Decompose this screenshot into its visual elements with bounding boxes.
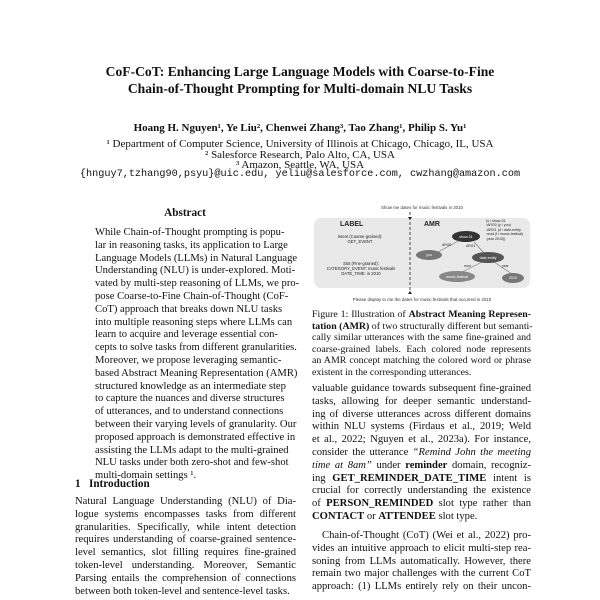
title-line-2: Chain-of-Thought Prompting for Multi-domain NLU Tasks [127, 81, 473, 96]
slot-category: CATEGORY_EVENT: music festivals [326, 266, 396, 271]
text-line: based Abstract Meaning Representation (AMR) [95, 367, 298, 379]
text-line: cepts to solve tasks from different granularities. [95, 342, 297, 354]
text-line [312, 409, 531, 422]
text-line: pose Coarse-to-Fine Chain-of-Thought (CoF- [95, 290, 289, 302]
amr-line: :year 2010)) [486, 236, 506, 241]
amr-line: :mod (f / music-festival) [486, 232, 524, 237]
label-heading: LABEL [340, 221, 364, 228]
text-line: While Chain-of-Thought prompting is popu- [95, 227, 285, 238]
text-segment: slot type rather than [433, 498, 531, 510]
text-segment: an AMR concept matching the colored word or phrase [312, 355, 531, 367]
text-segment: coarse-grained labels. Each colored node represents [312, 343, 531, 355]
slot-label-text: Slot (Fine-grained): [343, 261, 379, 266]
amr-text [486, 219, 523, 241]
text-line: learn to acquire and leverage essential con- [95, 329, 278, 341]
amr-node-date-entity: date-entity [472, 252, 504, 263]
section-number: 1 [75, 478, 81, 490]
text-segment: Figure 1: Illustration of [312, 309, 409, 320]
text-line [312, 309, 531, 321]
text-line [312, 568, 531, 581]
text-line: to capture the nuances and diverse structures [95, 393, 285, 405]
amr-node-show: show-01 [452, 231, 480, 242]
text-segment: CONTACT [312, 510, 365, 522]
amr-node-music-festival: music-festival [439, 271, 475, 282]
text-line: Natural Language Understanding (NLU) of Dia- [75, 496, 296, 507]
text-line [312, 473, 531, 486]
text-line [312, 321, 531, 333]
text-segment: of [312, 498, 327, 510]
figure-top-utterance: Show me dates for music festivals in 2010 [381, 205, 463, 210]
text-line [312, 383, 531, 396]
text-line [312, 543, 531, 556]
text-line [312, 530, 531, 543]
text-line: lar in reasoning tasks, its application to Large [95, 239, 288, 251]
text-segment: crucial for correctly understanding the existence [312, 485, 531, 497]
text-line: multi-domain settings ¹. [95, 470, 197, 482]
section-heading-introduction [75, 478, 150, 490]
slot-date: DATE_TIME: in 2010 [341, 271, 381, 276]
edge-label: mod [464, 264, 471, 268]
text-segment: ATTENDEE [378, 510, 436, 522]
amr-line: (s / show-01 [486, 219, 506, 223]
text-line [312, 344, 531, 356]
text-segment: domain, recogniz- [447, 459, 531, 471]
affiliation-2: ² Salesforce Research, Palo Alto, CA, USA [205, 149, 395, 161]
affiliation-1: ¹ Department of Computer Science, University of Illinois at Chicago, Chicago, IL, USA [106, 138, 494, 150]
figure-bottom-utterance: Please display to me the dates for music festivals that occurred in 2010 [352, 297, 492, 302]
edge-label: ARG1 [466, 244, 476, 248]
amr-heading: AMR [424, 221, 440, 228]
text-line [312, 581, 531, 594]
amr-node-you: you [416, 250, 442, 260]
text-line: Understanding (NLU) is under-explored. Moti- [95, 265, 296, 277]
edge-label: year [502, 264, 509, 268]
text-line [312, 447, 531, 460]
text-segment: et al., 2022; Nguyen et al., 2023a). For instance, [312, 434, 531, 446]
text-line: vated by multi-step reasoning of LLMs, we pro- [95, 278, 300, 290]
text-segment: time at 8am” [312, 459, 372, 471]
amr-node-2010: 2010 [502, 273, 524, 283]
text-segment: tasks, allowing for deeper semantic understand- [312, 395, 531, 407]
text-line: NLU tasks under both zero-shot and few-shot [95, 457, 289, 469]
section-title: Introduction [88, 478, 150, 490]
text-segment: intent is [486, 472, 531, 484]
text-line [312, 332, 531, 344]
paper-title [0, 63, 600, 97]
text-segment: GET_REMINDER_DATE_TIME [332, 472, 487, 484]
intent-label [320, 234, 400, 244]
authors: Hoang H. Nguyen¹, Ye Liu², Chenwei Zhang³, Tao Zhang¹, Philip S. Yu¹ [133, 122, 467, 134]
text-line: logue systems encompasses tasks from different [75, 508, 296, 520]
text-segment: consider the utterance [312, 446, 413, 458]
abstract-heading: Abstract [164, 207, 206, 219]
text-segment: ing of diverse utterances across different domains [312, 408, 531, 420]
text-line [312, 434, 531, 447]
text-line: into multiple reasoning steps where LLMs can [95, 316, 293, 328]
text-segment: slot type. [435, 510, 478, 522]
text-line: between both token-level and sentence-level tasks. [75, 585, 290, 597]
text-segment: cally similar utterances with the same fine-grained and [312, 332, 531, 344]
text-segment: within NLU systems (Firdaus et al., 2019; Weld [312, 421, 531, 433]
intent-value: GET_EVENT [347, 239, 373, 244]
slot-label [318, 261, 404, 276]
text-line [312, 460, 531, 473]
abstract-body [95, 227, 300, 483]
text-line: assisting the LLMs adapt to the multi-grained [95, 444, 289, 456]
text-line: structured knowledge as an intermediate step [95, 380, 286, 392]
text-segment: Chain-of-Thought (CoT) (Wei et al., 2022) pro- [322, 530, 531, 541]
text-segment: PERSON_REMINDED [326, 498, 434, 510]
text-line: between their varying levels of granularity. Our [95, 418, 297, 430]
text-line: of utterances, and to understand connections [95, 406, 284, 418]
text-line: requires understanding of coarse-grained sentence- [75, 534, 296, 546]
text-segment: existent in the corresponding utterances. [312, 366, 472, 378]
affiliation-3: ³ Amazon, Seattle, WA, USA [235, 159, 365, 171]
text-segment: Abstract Meaning Represen- [408, 309, 532, 320]
text-segment: “Remind John the meeting [412, 446, 531, 458]
text-segment: vides an intuitive approach to elicit multi-step rea- [312, 542, 531, 554]
text-line: token-level understanding. Moreover, Semantic [75, 559, 296, 571]
figure-1-caption [312, 309, 531, 379]
text-line: proposed approach is demonstrated effective in [95, 431, 296, 443]
intent-label-text: Intent (Coarse-grained): [337, 234, 383, 239]
text-segment: remain two major challenges with the current CoT [312, 568, 531, 580]
text-line: Parsing entails the comprehension of connections [75, 572, 296, 584]
text-line [312, 511, 531, 524]
text-line: level semantics, slot filling requires fine-grained [75, 547, 296, 559]
text-line [312, 421, 531, 434]
text-segment: reminder [405, 459, 448, 471]
figure-1-amr-illustration [312, 205, 532, 305]
text-line [312, 355, 531, 367]
text-line [312, 485, 531, 498]
text-segment: ing [312, 472, 333, 484]
text-line: Moreover, we propose leveraging semantic- [95, 354, 282, 366]
text-line: CoT) approach that breaks down NLU tasks [95, 303, 283, 315]
edge-label: ARG0 [442, 243, 452, 247]
text-segment: of two structurally different but semanti- [369, 320, 533, 332]
text-line [312, 396, 531, 409]
introduction-body [75, 496, 296, 598]
amr-line: :ARG0 (y / you) [486, 223, 511, 228]
text-line [312, 367, 531, 379]
text-segment: approach: (1) LLMs entirely rely on their uncon- [312, 581, 531, 593]
text-line [312, 556, 531, 569]
right-column-paragraph-1 [312, 383, 531, 524]
author-emails: {hnguy7,tzhang90,psyu}@uic.edu, yeliu@salesforce.com, cwzhang@amazon.com [79, 169, 521, 180]
right-column-paragraph-2 [312, 530, 531, 594]
text-line: Language Models (LLMs) in Natural Language [95, 252, 298, 264]
text-segment: valuable guidance towards subsequent fine-grained [312, 383, 531, 394]
text-segment: soning from LLMs automatically. However, there [312, 555, 531, 567]
text-segment: or [364, 510, 379, 522]
text-segment: tation (AMR) [312, 320, 370, 332]
title-line-1: CoF-CoT: Enhancing Large Language Models with Coarse-to-Fine [105, 64, 495, 79]
amr-line: :ARG1 (d / date-entity [486, 227, 521, 232]
text-line [312, 498, 531, 511]
text-line: granularities. Specifically, while intent detection [75, 521, 296, 533]
text-segment: under [371, 459, 406, 471]
